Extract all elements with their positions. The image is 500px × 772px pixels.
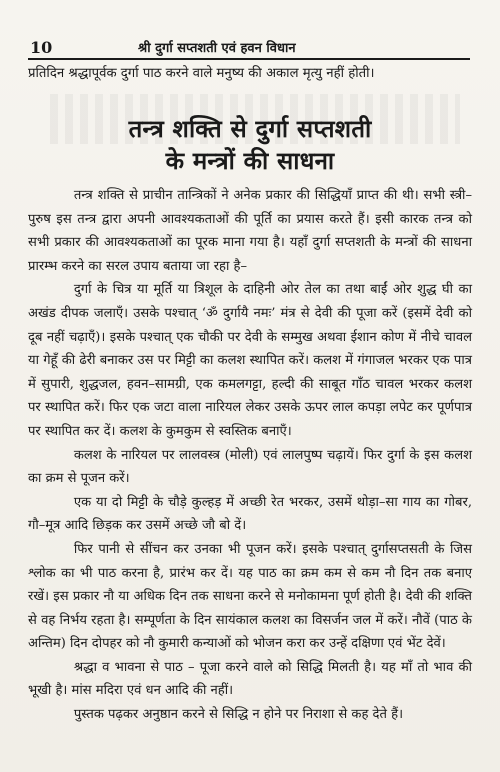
body-text <box>28 184 472 727</box>
page-header <box>28 0 470 58</box>
paragraph: श्रद्धा व भावना से पाठ – पूजा करने वाले को सिद्धि मिलती है। यह माँ तो भाव की भूखी है। मांस मदिरा एवं धन आदि की नहीं। <box>28 659 472 699</box>
paragraph: तन्त्र शक्ति से प्राचीन तान्त्रिकों ने अनेक प्रकार की सिद्धियाँ प्राप्त की थी। सभी स्त्री–पुरुष इस तन्त्र द्वारा अपनी आवश्यकताओं की पूर्ति का प्रयास करते हैं। इसी कारक तन्त्र को सभी प्रकार की आवश्यकताओं का पूरक माना गया है। यहाँ दुर्गा सप्तशती के मन्त्रों की साधना प्रारम्भ करने का सरल उपाय बताया जा रहा है– <box>28 188 472 274</box>
section-title <box>0 113 500 177</box>
section-title-line-2: के मन्त्रों की साधना <box>165 146 335 175</box>
paragraph: पुस्तक पढ़कर अनुष्ठान करने से सिद्धि न होने पर निराशा से कह देते हैं। <box>73 707 404 723</box>
header-rule <box>28 58 470 60</box>
section-title-line-1: तन्त्र शक्ति से दुर्गा सप्तशती <box>128 114 372 143</box>
paragraph: फिर पानी से सींचन कर उनका भी पूजन करें। इसके पश्चात् दुर्गासप्तसती के जिस श्लोक का भी पाठ करना है, प्रारंभ कर दें। यह पाठ का क्रम कम से कम नौ दिन तक बनाए रखें। इस प्रकार नौ या अधिक दिन तक साधना करने से मनोकामना पूर्ण होती है। देवी की शक्ति से वह निर्भय रहता है। सम्पूर्णता के दिन सायंकाल कलश का विसर्जन जल में करें। नौवें (पाठ के अन्तिम) दिन दोपहर को नौ कुमारी कन्याओं को भोजन करा कर उन्हें दक्षिणा एवं भेंट देवें। <box>28 541 472 652</box>
paragraph: कलश के नारियल पर लालवस्त्र (मोली) एवं लालपुष्प चढ़ायें। फिर दुर्गा के इस कलश का क्रम से पूजन करें। <box>28 447 472 487</box>
paragraph: दुर्गा के चित्र या मूर्ति या त्रिशूल के दाहिनी ओर तेल का तथा बाईं ओर शुद्ध घी का अखंड दीपक जलाएँ। उसके पश्चात् ‘ॐ दुर्गायै नमः’ मंत्र से देवी की पूजा करें (इसमें देवी को दूब नहीं चढ़ाएँ)। इसके पश्चात् एक चौकी पर देवी के सम्मुख अथवा ईशान कोण में नीचे चावल या गेहूँ की ढेरी बनाकर उस पर मिट्टी का कलश स्थापित करें। कलश में गंगाजल भरकर एक पात्र में सुपारी, शुद्धजल, हवन–सामग्री, एक कमलगट्टा, हल्दी की साबूत गाँठ चावल भरकर कलश पर स्थापित करें। फिर एक जटा वाला नारियल लेकर उसके ऊपर लाल कपड़ा लपेट कर पूर्णपात्र पर स्थापित कर दें। कलश के कुमकुम से स्वस्तिक बनाएँ। <box>28 282 472 439</box>
paragraph: एक या दो मिट्टी के चौड़े कुल्हड़ में अच्छी रेत भरकर, उसमें थोड़ा–सा गाय का गोबर, गौ–मूत्र आदि छिड़क कर उसमें अच्छे जौ बो दें। <box>28 494 472 534</box>
running-head: श्री दुर्गा सप्तशती एवं हवन विधान <box>138 41 296 56</box>
page-number: 10 <box>30 38 53 57</box>
carryover-paragraph: प्रतिदिन श्रद्धापूर्वक दुर्गा पाठ करने वाले मनुष्य की अकाल मृत्यु नहीं होती। <box>28 66 375 81</box>
